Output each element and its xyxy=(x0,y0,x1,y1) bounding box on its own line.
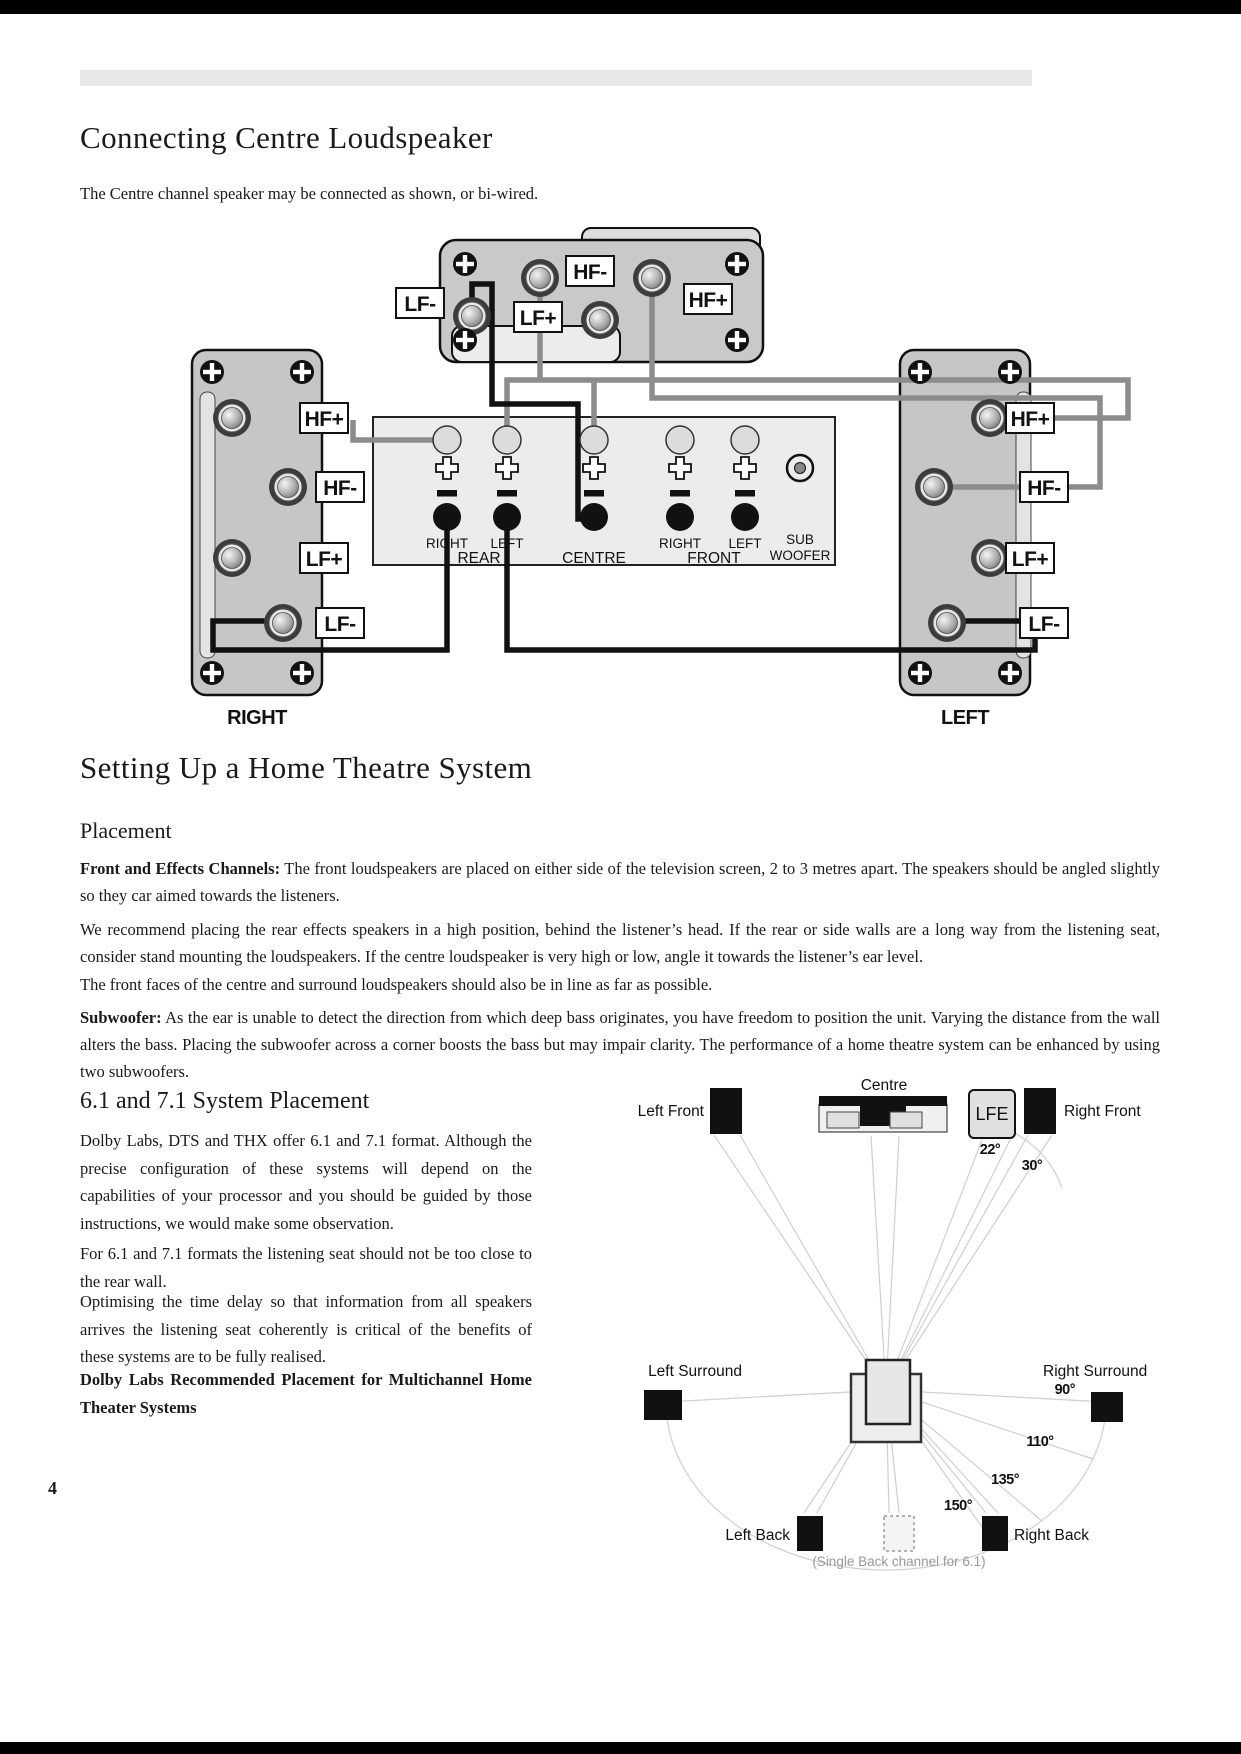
svg-text:LF+: LF+ xyxy=(1011,548,1049,571)
label-left-speaker-lf-minus xyxy=(1020,608,1068,638)
label-right-surround: Right Surround xyxy=(1043,1363,1148,1380)
page-number: 4 xyxy=(48,1478,57,1498)
television-centre-speaker xyxy=(819,1096,947,1132)
paragraph-dolby-recommended: Dolby Labs Recommended Placement for Multichannel Home Theater Systems xyxy=(80,1370,532,1417)
label-left-surround: Left Surround xyxy=(648,1363,742,1380)
caption-right-speaker: RIGHT xyxy=(227,707,287,729)
svg-text:LF+: LF+ xyxy=(519,307,557,330)
svg-text:HF+: HF+ xyxy=(1010,408,1050,431)
header-rule-bar xyxy=(80,70,1032,86)
bottom-page-edge-bar xyxy=(0,1742,1241,1754)
label-right-speaker-lf-plus xyxy=(300,543,348,573)
label-right-speaker-lf-minus xyxy=(316,608,364,638)
svg-text:LF+: LF+ xyxy=(305,548,343,571)
amp-label-front-right: RIGHT xyxy=(659,536,701,551)
label-centre-lf-plus xyxy=(514,302,562,332)
svg-text:LF-: LF- xyxy=(1028,613,1060,636)
amp-label-centre: CENTRE xyxy=(562,550,626,567)
amp-label-sub: SUB xyxy=(786,532,814,547)
amp-label-rear-left: LEFT xyxy=(490,536,524,551)
angle-guide-lines xyxy=(666,1128,1106,1570)
label-right-speaker-hf-plus xyxy=(300,403,348,433)
placement-heading: Placement xyxy=(80,818,172,843)
amp-label-woofer: WOOFER xyxy=(769,548,831,563)
label-angle-30: 30° xyxy=(1021,1158,1043,1174)
label-angle-110: 110° xyxy=(1026,1434,1054,1450)
label-left-speaker-lf-plus xyxy=(1006,543,1054,573)
label-angle-150: 150° xyxy=(944,1498,972,1514)
single-back-speaker-dashed-box xyxy=(884,1516,914,1551)
amp-label-rear-right: RIGHT xyxy=(426,536,468,551)
amp-label-rear: REAR xyxy=(457,550,501,567)
svg-text:HF+: HF+ xyxy=(304,408,344,431)
section-title-connecting: Connecting Centre Loudspeaker xyxy=(80,120,493,155)
paragraph-dolby-formats: Dolby Labs, DTS and THX offer 6.1 and 7.1 format. Although the precise configuration of these systems will depend on the capabilities of your processor and you should be guided by those instructions, we would make some observation. xyxy=(80,1131,532,1233)
svg-text:HF-: HF- xyxy=(323,477,357,500)
left-front-speaker-box xyxy=(710,1088,742,1134)
right-back-speaker-box xyxy=(982,1516,1008,1551)
top-page-edge-bar xyxy=(0,0,1241,14)
listening-seat xyxy=(851,1360,921,1442)
label-right-back: Right Back xyxy=(1014,1527,1089,1544)
amp-label-front-left: LEFT xyxy=(728,536,762,551)
paragraph-subwoofer: Subwoofer: As the ear is unable to detect the direction from which deep bass originates, you have freedom to position the unit. Varying the distance from the wall alters the bass. Placing the subwoofer across a corner boosts the bass but may impair clarity. The performance of a home theatre system can be enhanced by using two subwoofers. xyxy=(80,1008,1160,1081)
label-angle-90: 90° xyxy=(1054,1382,1075,1398)
intro-text: The Centre channel speaker may be connected as shown, or bi-wired. xyxy=(80,184,539,203)
svg-text:HF-: HF- xyxy=(1027,477,1061,500)
caption-left-speaker: LEFT xyxy=(941,707,989,729)
label-single-back-note: (Single Back channel for 6.1) xyxy=(812,1554,986,1569)
section-title-setup: Setting Up a Home Theatre System xyxy=(80,750,533,785)
svg-text:HF-: HF- xyxy=(573,261,607,284)
svg-text:HF+: HF+ xyxy=(688,289,728,312)
left-back-speaker-box xyxy=(797,1516,823,1551)
svg-text:LF-: LF- xyxy=(404,293,436,316)
label-left-speaker-hf-plus xyxy=(1006,403,1054,433)
label-left-front: Left Front xyxy=(637,1103,704,1120)
label-angle-135: 135° xyxy=(991,1472,1019,1488)
label-centre: Centre xyxy=(860,1077,908,1094)
label-centre-lf-minus xyxy=(396,288,444,318)
wiring-diagram xyxy=(0,205,1241,740)
paragraph-rear-wall: For 6.1 and 7.1 formats the listening seat should not be too close to the rear wall. xyxy=(80,1244,532,1291)
paragraph-rear-effects: We recommend placing the rear effects speakers in a high position, behind the listener’s head. If the rear or side walls are a long way from the listening seat, consider stand mounting the loudspeakers. If the centre loudspeaker is very high or low, angle it towards the listener’s ear level. xyxy=(80,920,1160,966)
left-speaker-terminal-panel xyxy=(900,350,1031,695)
label-right-front: Right Front xyxy=(1064,1103,1141,1120)
paragraph-lead-bold: Front and Effects Channels: xyxy=(80,859,281,878)
label-right-speaker-hf-minus xyxy=(316,472,364,502)
right-surround-speaker-box xyxy=(1091,1392,1123,1422)
right-front-speaker-box xyxy=(1024,1088,1056,1134)
svg-text:LF-: LF- xyxy=(324,613,356,636)
paragraph-lead-bold: Subwoofer: xyxy=(80,1008,162,1027)
label-centre-hf-minus xyxy=(566,256,614,286)
amp-label-front: FRONT xyxy=(687,550,741,567)
paragraph-front-effects: Front and Effects Channels: The front loudspeakers are placed on either side of the television screen, 2 to 3 metres apart. The speakers should be angled slightly so they car aimed towards the listeners. xyxy=(80,859,1160,905)
paragraph-front-faces: The front faces of the centre and surround loudspeakers should also be in line as far as possible. xyxy=(80,975,713,994)
paragraph-time-delay: Optimising the time delay so that information from all speakers arrives the listening seat coherently is critical of the benefits of these systems are to be fully realised. xyxy=(80,1292,532,1366)
placement-diagram xyxy=(540,1072,1200,1577)
label-angle-22: 22° xyxy=(979,1142,1001,1158)
label-left-back: Left Back xyxy=(725,1527,790,1544)
lfe-subwoofer-box xyxy=(969,1090,1015,1138)
lfe-label: LFE xyxy=(975,1104,1009,1124)
label-centre-hf-plus xyxy=(684,284,732,314)
systems-heading: 6.1 and 7.1 System Placement xyxy=(80,1088,370,1114)
left-surround-speaker-box xyxy=(644,1390,682,1420)
label-left-speaker-hf-minus xyxy=(1020,472,1068,502)
